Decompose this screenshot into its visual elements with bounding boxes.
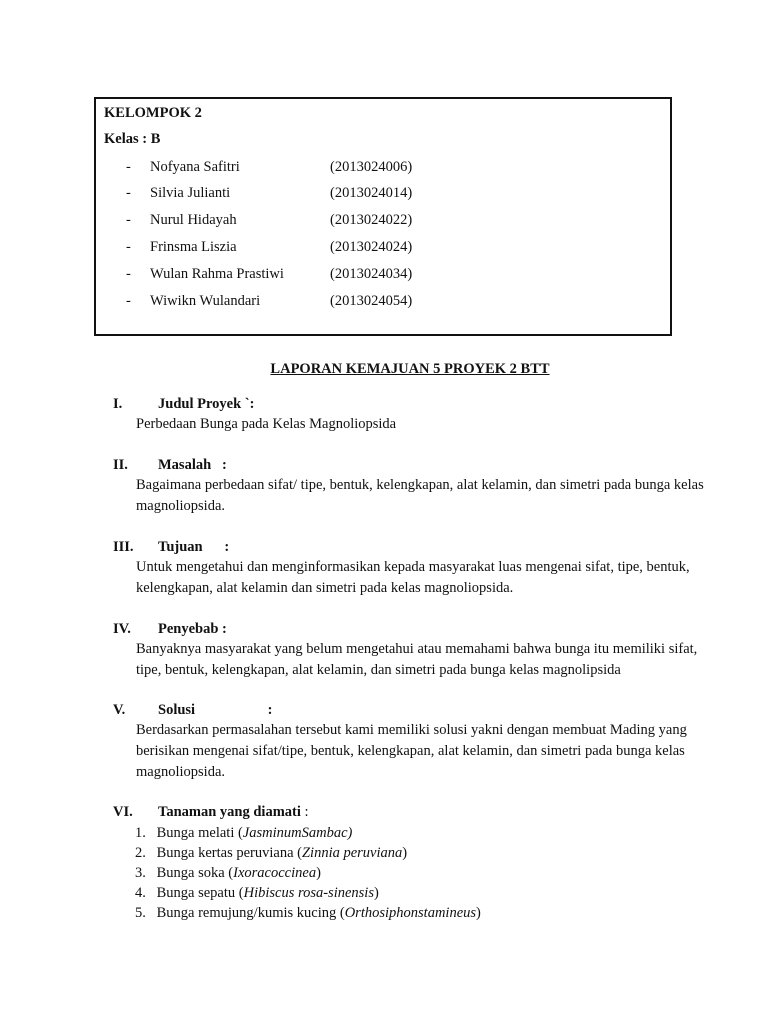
section-text [136,557,728,599]
member-name: Wiwikn Wulandari [150,293,261,309]
class-line: Kelas : B [104,131,161,147]
section-text [136,639,728,681]
plant-close: ) [476,905,481,921]
section-label: Masalah : [158,457,227,473]
section-label: Penyebab : [158,621,227,637]
section-text [136,720,728,783]
plant-name: Bunga soka ( [156,865,234,881]
plant-latin-name: JasminumSambac) [242,825,353,841]
plant-close: ) [316,865,321,881]
list-number: 5. [135,905,146,921]
section-label-text: Tanaman yang diamati [158,804,301,820]
list-number: 3. [135,865,146,881]
bullet-dash: - [126,185,131,201]
list-item [135,843,481,863]
section-number: VI. [113,804,133,820]
section-label: Tujuan : [158,539,230,555]
text-line: Berdasarkan permasalahan tersebut kami memiliki solusi yakni dengan membuat Mading yang [136,722,687,738]
member-name: Wulan Rahma Prastiwi [150,266,284,282]
report-title: LAPORAN KEMAJUAN 5 PROYEK 2 BTT [270,361,550,377]
section-label: Judul Proyek `: [158,396,255,412]
section-number: I. [113,396,123,412]
plant-latin-name: Hibiscus rosa-sinensis [243,885,374,901]
text-line: Untuk mengetahui dan menginformasikan kepada masyarakat luas mengenai sifat, tipe, bentuk, [136,559,690,575]
member-name: Nurul Hidayah [150,212,237,228]
section-label: Solusi : [158,702,273,718]
plant-close: ) [402,845,408,861]
text-line: berisikan mengenai sifat/tipe, bentuk, kelengkapan, alat kelamin, dan simetri pada bunga kelas [136,743,685,759]
member-id: (2013024006) [330,159,413,175]
list-item [135,883,481,903]
member-id: (2013024054) [330,293,413,309]
list-item [135,863,481,883]
text-line: magnoliopsida. [136,764,226,780]
bullet-dash: - [126,212,131,228]
section-number: IV. [113,621,131,637]
plant-name: Bunga remujung/kumis kucing ( [156,905,345,921]
group-title: KELOMPOK 2 [104,105,202,121]
plant-latin-name: Ixoracoccinea [233,865,317,881]
text-line: kelengkapan, alat kelamin dan simetri pada kelas magnoliopsida. [136,580,514,596]
bullet-dash: - [126,293,131,309]
member-id: (2013024024) [330,239,413,255]
text-line: Perbedaan Bunga pada Kelas Magnoliopsida [136,416,397,432]
plant-close: ) [373,885,379,901]
plant-latin-name: Orthosiphonstamineus [344,905,477,921]
member-id: (2013024022) [330,212,413,228]
bullet-dash: - [126,239,131,255]
plant-name: Bunga kertas peruviana ( [156,845,302,861]
member-name: Nofyana Safitri [150,159,240,175]
list-item [135,823,481,843]
list-number: 1. [135,825,146,841]
section-number: III. [113,539,134,555]
section-number: V. [113,702,126,718]
member-name: Silvia Julianti [150,185,231,201]
member-id: (2013024014) [330,185,413,201]
plant-latin-name: Zinnia peruviana [301,845,403,861]
plant-list [135,823,481,923]
member-name: Frinsma Liszia [150,239,237,255]
text-line: Bagaimana perbedaan sifat/ tipe, bentuk, kelengkapan, alat kelamin, dan simetri pada bunga kelas [136,477,704,493]
text-line: magnoliopsida. [136,498,226,514]
section-label [158,804,309,821]
section-text [136,475,728,517]
plant-name: Bunga sepatu ( [156,885,244,901]
list-item [135,903,481,923]
list-number: 2. [135,845,146,861]
bullet-dash: - [126,159,131,175]
list-number: 4. [135,885,146,901]
text-line: Banyaknya masyarakat yang belum mengetahui atau memahami bahwa bunga itu memiliki sifat, [136,641,698,657]
text-line: tipe, bentuk, kelengkapan, alat kelamin, dan simetri pada bunga kelas magnolipsida [136,662,621,678]
section-number: II. [113,457,128,473]
member-id: (2013024034) [330,266,413,282]
section-text [136,414,728,435]
plant-name: Bunga melati ( [156,825,243,841]
bullet-dash: - [126,266,131,282]
section-label-colon: : [300,804,309,820]
